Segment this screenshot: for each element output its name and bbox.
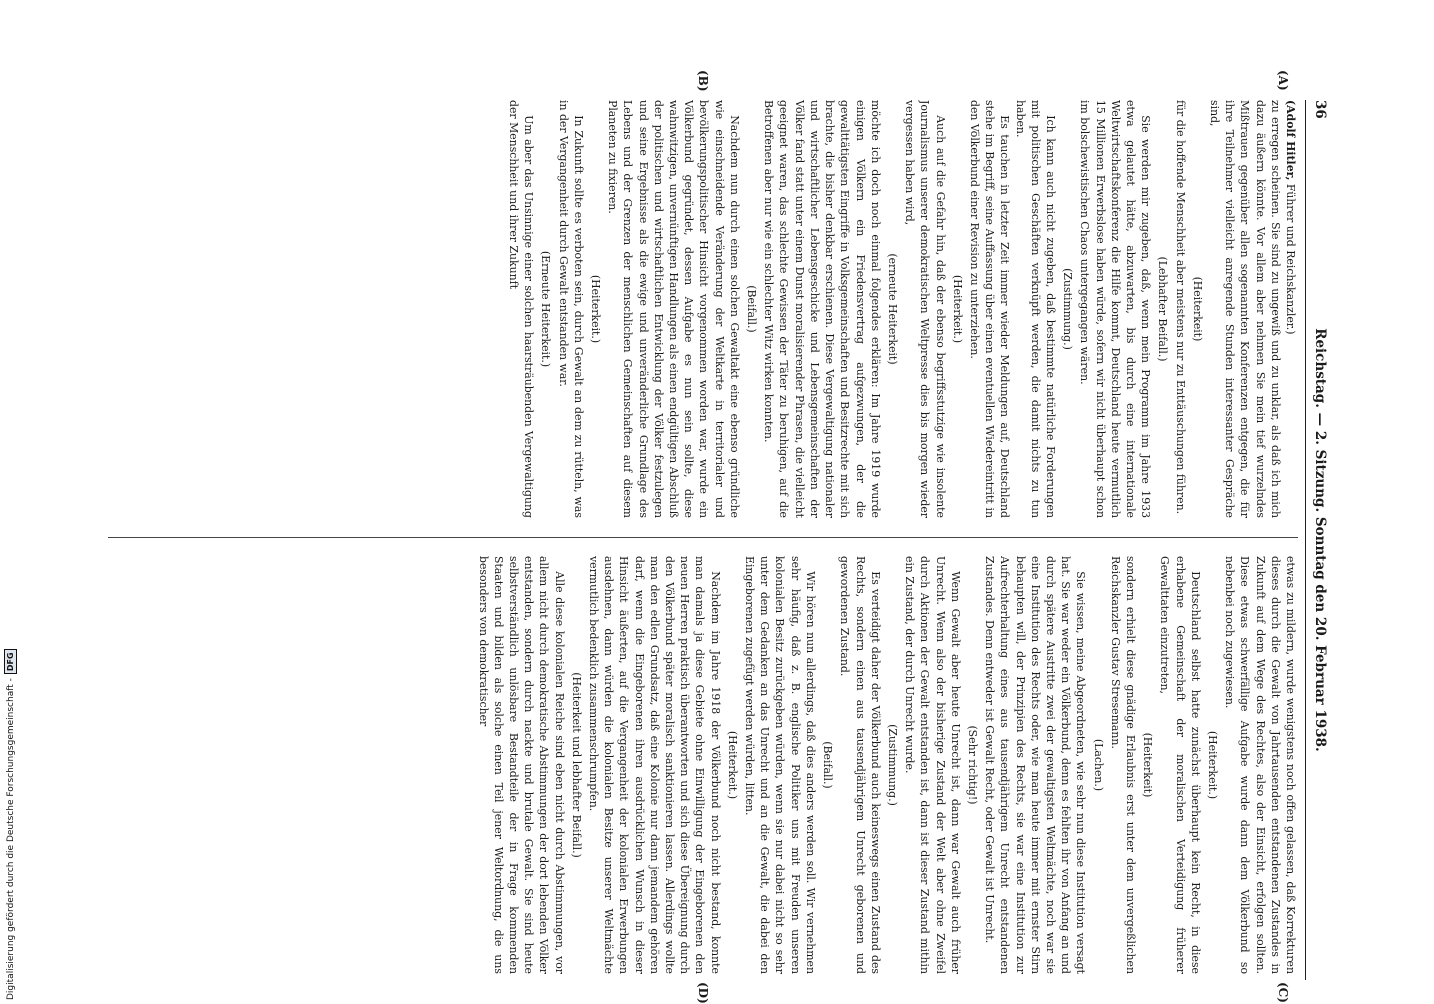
page-title: Reichstag. — 2. Sitzung. Sonntag den 20. Februar 1938. — [1312, 328, 1328, 752]
paragraph: zu erregen scheinen. Sie sind zu ungewiß und zu unklar, als daß ich mich dazu äußern könnte. Vor allem aber nehmen Sie mein tief wurzelndes Mißtrauen gegenüber allen sogenannten Konferenzen entgegen, die für ihre Teilnehmer vielleicht anregende Stunden interessanter Gespräche sind, — [1207, 100, 1282, 518]
left-column — [108, 100, 1298, 518]
margin-mark-b: (B) — [696, 70, 710, 92]
page-header — [1305, 100, 1330, 980]
remark: (Zustimmung.) — [885, 724, 899, 806]
paragraph: Wenn Gewalt aber heute Unrecht ist, dann war Gewalt auch früher Unrecht. Wenn also der bisherige Zustand der Welt aber ohne Zweifel durch Aktionen der Gewalt entstanden ist, dann ist dieser Zustand mithin ein Zustand, der durch Unrecht wurde. — [903, 556, 962, 974]
paragraph: Alle diese kolonialen Reiche sind eben nicht durch Abstimmungen, vor allem nicht durch demokratische Abstimmungen der dort lebenden Völker entstanden, sondern durch nackte und brutale Gewalt. Sie sind heute selbstverständlich unlösbare Bestandteile der in Frage kommenden Staaten und bilden als solche einen Teil jener Weltordnung, die uns besonders von demokratischer — [476, 556, 566, 974]
remark: (Heiterkeit) — [1190, 276, 1204, 342]
speaker-line — [1283, 100, 1298, 518]
paragraph: Sie werden mir zugeben, daß, wenn mein Programm im Jahre 1933 etwa gelautet hätte, abzuwarten, bis durch eine internationale Weltwirtschaftskonferenz die Hilfe kommt, Deutschland heute vermutlich 15 Millionen Erwerbslose haben würde, sofern wir nicht überhaupt schon im bolschewistischen Chaos untergegangen wären. — [1078, 100, 1153, 518]
paragraph: Sie wissen, meine Abgeordneten, wie sehr nun diese Institution versagt hat. Sie war weder ein Völkerbund, denn es fehlten ihr von Anfang an und durch spätere Austritte zwei der gewaltigsten Weltmächte, noch war sie eine Institution des Rechts oder, wie man heute immer mit ernster Stirn behaupten will, der Prinzipien des Rechts, sie war eine Institution zur Aufrechterhaltung eines aus tausendjährigem Unrecht entstandenen Zustandes. Denn entweder ist Gewalt Recht, oder Gewalt ist Unrecht. — [983, 556, 1088, 974]
paragraph: In Zukunft sollte es verboten sein, durch Gewalt an dem zu rütteln, was in der Vergangenheit durch Gewalt entstanden war. — [556, 100, 585, 518]
paragraph: Wir hören nun allerdings, daß dies anders werden soll. Wir vernehmen sehr häufig, daß z. B. englische Politiker uns mit Freuden unseren kolonialen Besitz zurückgeben würden, wenn sie nur dabei nicht so sehr unter dem Gedanken an das Unrecht und an die Gewalt, die dabei den Eingeborenen zugefügt werden würden, litten. — [743, 556, 817, 974]
remark: (Heiterkeit.) — [950, 274, 964, 344]
remark: (Heiterkeit.) — [725, 730, 739, 800]
dfg-logo: DFG — [4, 649, 17, 674]
paragraph: für die hoffende Menschheit aber meistens nur zu Enttäuschungen führen. — [1173, 100, 1187, 515]
paragraph: Deutschland selbst hatte zunächst überhaupt kein Recht, in diese erhabene Gemeinschaft der moralischen Verteidigung früherer Gewalttaten einzutreten, — [1158, 556, 1202, 974]
margin-mark-c: (C) — [1276, 982, 1290, 1003]
page-number: 36 — [1312, 100, 1328, 119]
remark: (Heiterkeit.) — [589, 274, 603, 344]
remark: (Heiterkeit) — [1141, 732, 1155, 798]
remark: (erneute Heiterkeit) — [885, 253, 899, 365]
digitization-credit — [2, 0, 20, 1000]
remark: (Beifall.) — [745, 285, 759, 333]
paragraph: Ich kann auch nicht zugeben, daß bestimmte natürliche Forderungen mit politischen Geschäften verknüpft werden, die damit nichts zu tun haben. — [1013, 100, 1057, 518]
paragraph: sondern erhielt diese gnädige Erlaubnis erst unter dem unvergeßlichen Reichskanzler Gustav Stresemann. — [1108, 556, 1137, 974]
column-divider — [108, 537, 1298, 538]
margin-mark-a: (A) — [1276, 70, 1290, 91]
paragraph: möchte ich doch noch einmal folgendes erklären: Im Jahre 1919 wurde einigen Völkern ein Friedensvertrag aufgezwungen, der die gewalttätigsten Eingriffe in Volksgemeinschaften und Besitzrechte mit sich brachte, die bisher denkbar erschienen. Diese Vergewaltigung nationaler und wirtschaftlicher Lebensgeschicke und Lebensgemeinschaften der Völker fand statt unter einem Dunst moralisierender Phrasen, die vielleicht geeignet waren, das schlechte Gewissen der Täter zu beruhigen, auf die Betroffenen aber nur wie ein schlechter Witz wirken konnten. — [762, 100, 882, 518]
remark: (Lachen.) — [1091, 738, 1105, 792]
paragraph: Es tauchen in letzter Zeit immer wieder Meldungen auf, Deutschland stehe im Begriff, seine Auffassung über einen eventuellen Wiedereintritt in den Völkerbund einer Revision zu unterziehen. — [967, 100, 1012, 518]
remark: (Heiterkeit und lebhafter Beifall.) — [569, 672, 583, 858]
margin-mark-d: (D) — [696, 982, 710, 1004]
speaker-name: (Adolf Hitler, — [1284, 100, 1297, 181]
right-column — [108, 556, 1298, 974]
paragraph: Nachdem nun durch einen solchen Gewaltakt eine ebenso gründliche wie einschneidende Veränderung der Weltkarte in territorialer und bevölkerungspolitischer Hinsicht vorgenommen worden war, wurde ein Völkerbund gegründet, dessen Aufgabe es nun sein sollte, diese wahnwitzigen, unvernünftigen Handlungen als einen endgültigen Abschluß der politischen und wirtschaftlichen Entwicklung der Völker festzulegen und seine Ergebnisse als die ewige und unveränderliche Grundlage des Lebens und der Grenzen der menschlichen Gemeinschaften auf diesem Planeten zu fixieren. — [606, 100, 741, 518]
paragraph: Es verteidigt daher der Völkerbund auch keineswegs einen Zustand des Rechts, sondern einen aus tausendjährigem Unrecht geborenen und gewordenen Zustand. — [838, 556, 882, 974]
speaker-role: Führer und Reichskanzler.) — [1284, 183, 1297, 335]
remark: (Beifall.) — [821, 741, 835, 789]
credit-text: Digitalisierung gefördert durch die Deutsche Forschungsgemeinschaft - — [6, 678, 16, 1000]
rotated-page-content — [90, 70, 1330, 1004]
remark: (Zustimmung.) — [1061, 268, 1075, 350]
remark: (Erneute Heiterkeit.) — [539, 250, 553, 368]
paragraph: Nachdem im Jahre 1918 der Völkerbund noch nicht bestand, konnte man damals ja diese Gebiete ohne Einwilligung der Eingeborenen den neuen Herren praktisch überantworten und sich diese Übereignung durch den Völkerbund später moralisch sanktionieren lassen. Allerdings wollte man den edlen Grundsatz, daß eine Kolonie nur dann jemandem gehören darf, wenn die Eingeborenen ihren ausdrücklichen Wunsch in dieser Hinsicht äußerten, auf die Vergangenheit der kolonialen Erwerbungen ausdehnen, dann würden die kolonialen Besitze unserer Weltmächte vermutlich bedenklich zusammenschrumpfen. — [587, 556, 722, 974]
remark: (Heiterkeit.) — [1205, 730, 1219, 800]
remark: (Lebhafter Beifall.) — [1156, 256, 1170, 362]
paragraph: etwas zu mildern, wurde wenigstens noch offen gelassen, daß Korrekturen dieses durch die Gewalt von Jahrtausenden entstandenen Zustandes in Zukunft auf dem Wege des Rechtes, also der Einsicht, erfolgen sollten. Diese etwas schwerfällige Aufgabe wurde dann dem Völkerbund so nebenbei noch zugewiesen. — [1223, 556, 1297, 974]
paragraph: Auch auf die Gefahr hin, daß der ebenso begriffsstutzige wie insolente Journalismus unserer demokratischen Weltpresse dies bis morgen wieder vergessen haben wird, — [903, 100, 947, 518]
paragraph: Um aber das Unsinnige einer solchen haarsträubenden Vergewaltigung der Menschheit und ihrer Zukunft — [507, 100, 536, 518]
remark: (Sehr richtig!) — [965, 725, 979, 805]
